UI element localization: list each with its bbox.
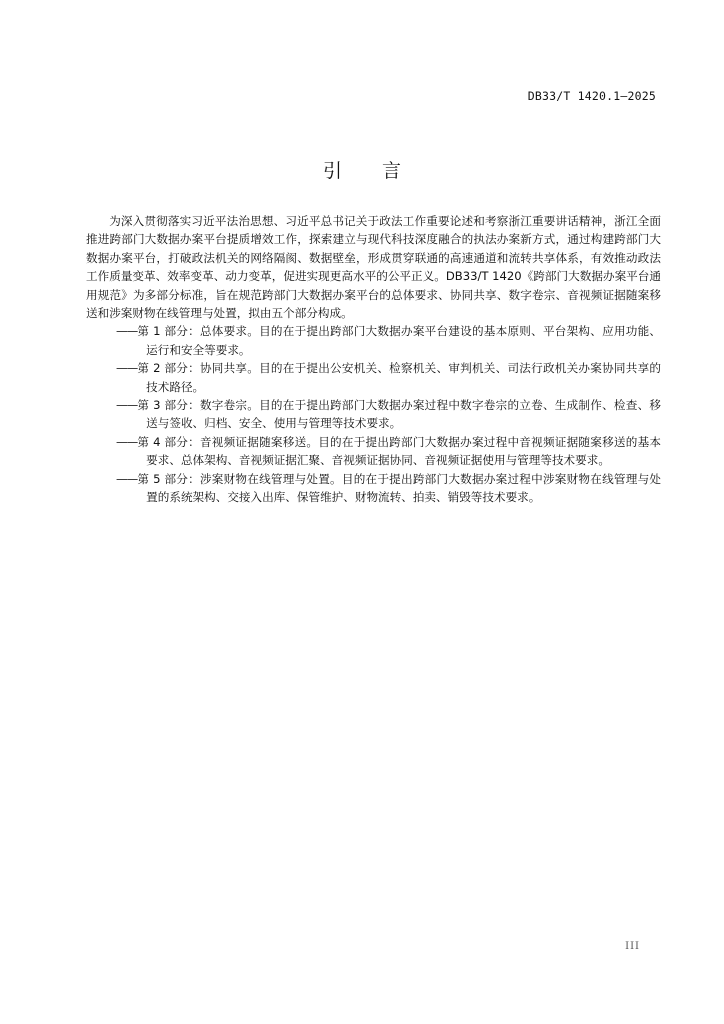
list-dash: —— (116, 324, 138, 339)
list-item-text: 第 5 部分：涉案财物在线管理与处置。目的在于提出跨部门大数据办案过程中涉案财物在线管理与处置的系统架构、交接入出库、保管维护、财物流转、拍卖、销毁等技术要求。 (137, 471, 661, 505)
list-item-part-3 (116, 396, 661, 433)
page-number: III (625, 941, 640, 952)
list-item-text: 第 4 部分：音视频证据随案移送。目的在于提出跨部门大数据办案过程中音视频证据随案移送的基本要求、总体架构、音视频证据汇聚、音视频证据协同、音视频证据使用与管理等技术要求。 (137, 434, 661, 468)
list-dash: —— (116, 398, 138, 413)
list-dash: —— (116, 434, 138, 449)
list-item-part-5 (116, 470, 661, 507)
list-item-part-2 (116, 359, 661, 396)
document-body (86, 212, 661, 507)
list-item-part-1 (116, 322, 661, 359)
list-item-text: 第 1 部分：总体要求。目的在于提出跨部门大数据办案平台建设的基本原则、平台架构、应用功能、运行和安全等要求。 (137, 324, 661, 357)
standard-code: DB33/T 1420.1—2025 (527, 89, 656, 103)
list-dash: —— (116, 471, 138, 486)
page-title: 引言 (322, 160, 441, 182)
list-dash: —— (116, 361, 138, 376)
list-item-part-4 (116, 433, 661, 470)
list-item-text: 第 2 部分：协同共享。目的在于提出公安机关、检察机关、审判机关、司法行政机关办案协同共享的技术路径。 (137, 361, 661, 394)
list-item-text: 第 3 部分：数字卷宗。目的在于提出跨部门大数据办案过程中数字卷宗的立卷、生成制作、检查、移送与签收、归档、安全、使用与管理等技术要求。 (137, 398, 661, 431)
intro-paragraph: 为深入贯彻落实习近平法治思想、习近平总书记关于政法工作重要论述和考察浙江重要讲话精神，浙江全面推进跨部门大数据办案平台提质增效工作，探索建立与现代科技深度融合的执法办案新方式，通过构建跨部门大数据办案平台，打破政法机关的网络隔阂、数据壁垒，形成贯穿联通的高速通道和流转共享体系，有效推动政法工作质量变革、效率变革、动力变革，促进实现更高水平的公平正义。DB33/T 1420《跨部门大数据办案平台通用规范》为多部分标准，旨在规范跨部门大数据办案平台的总体要求、协同共享、数字卷宗、音视频证据随案移送和涉案财物在线管理与处置，拟由五个部分构成。 (86, 214, 661, 321)
